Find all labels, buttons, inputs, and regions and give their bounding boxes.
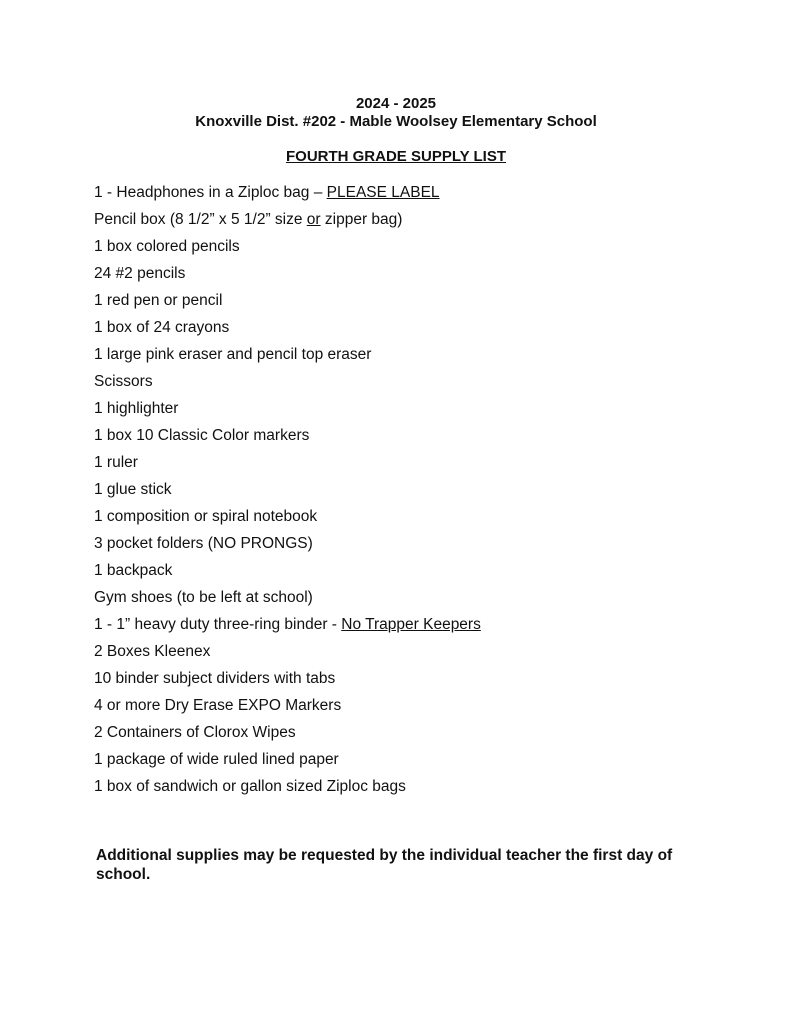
list-item: 1 large pink eraser and pencil top eraser: [94, 346, 372, 363]
item-text: 1 - Headphones in a Ziploc bag –: [94, 184, 327, 201]
list-item: 1 backpack: [94, 562, 173, 579]
list-item: 1 composition or spiral notebook: [94, 508, 318, 525]
list-item: 1 package of wide ruled lined paper: [94, 751, 339, 768]
item-text-suffix: zipper bag): [320, 211, 403, 228]
list-item: 1 glue stick: [94, 481, 172, 498]
item-text: Pencil box (8 1/2” x 5 1/2” size: [94, 211, 307, 228]
list-item: 2 Containers of Clorox Wipes: [94, 724, 296, 741]
item-emphasis: No Trapper Keepers: [341, 616, 481, 633]
item-text: 1 - 1” heavy duty three-ring binder -: [94, 616, 342, 633]
list-item: Scissors: [94, 373, 153, 390]
footer-note: Additional supplies may be requested by the individual teacher the first day of school.: [96, 847, 673, 883]
item-emphasis: or: [306, 211, 321, 228]
list-item: 2 Boxes Kleenex: [94, 643, 211, 660]
item-emphasis: PLEASE LABEL: [326, 184, 440, 201]
list-item: [94, 615, 481, 642]
list-item: 1 highlighter: [94, 400, 179, 417]
supply-list: [94, 183, 481, 804]
list-item: 1 red pen or pencil: [94, 292, 223, 309]
list-item: 1 box 10 Classic Color markers: [94, 427, 310, 444]
school-year: 2024 - 2025: [355, 95, 437, 112]
list-item: 10 binder subject dividers with tabs: [94, 670, 336, 687]
list-item: 1 box of 24 crayons: [94, 319, 230, 336]
list-item: 1 box of sandwich or gallon sized Ziploc bags: [94, 778, 406, 795]
list-item: 3 pocket folders (NO PRONGS): [94, 535, 313, 552]
list-item: 4 or more Dry Erase EXPO Markers: [94, 697, 342, 714]
page-title: FOURTH GRADE SUPPLY LIST: [285, 148, 507, 165]
list-item: 1 ruler: [94, 454, 138, 471]
list-item: [94, 210, 481, 237]
list-item: 24 #2 pencils: [94, 265, 186, 282]
list-item: Gym shoes (to be left at school): [94, 589, 313, 606]
school-name: Knoxville Dist. #202 - Mable Woolsey Elementary School: [195, 113, 597, 130]
list-item: [94, 183, 481, 210]
list-item: 1 box colored pencils: [94, 238, 240, 255]
